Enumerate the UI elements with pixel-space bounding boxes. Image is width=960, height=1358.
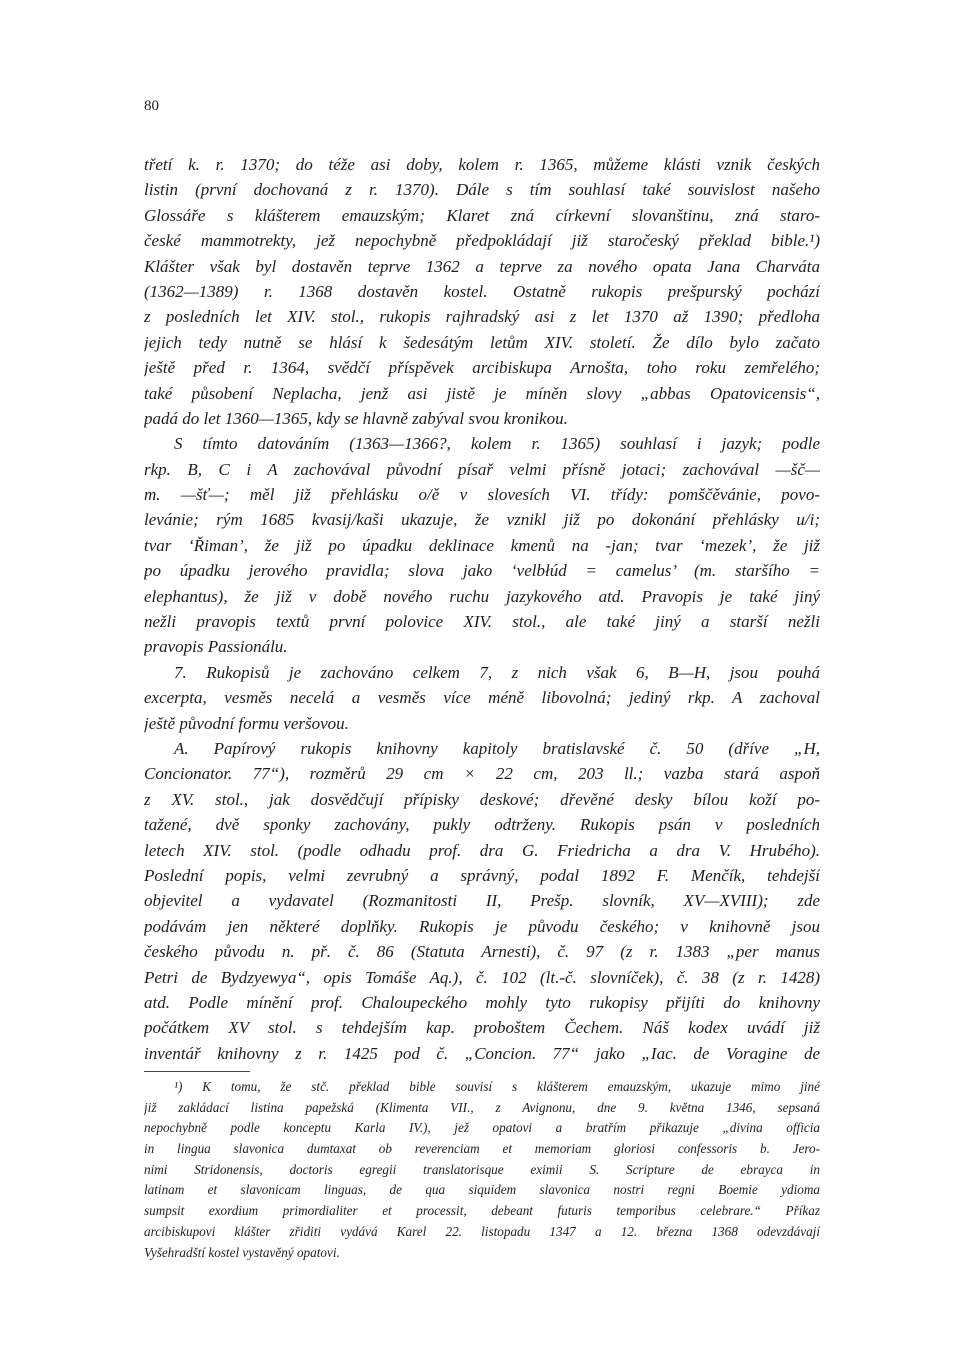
footnote-line: arcibiskupovi klášter zřiditi vydává Karel 22. listopadu 1347 a 12. března 1368 odevzdávají [144, 1223, 820, 1239]
footnote-line: již zakládací listina papežská (Klimenta VII., z Avignonu, dne 9. května 1346, sepsaná [144, 1099, 820, 1115]
text-line: m. —šť—; měl již přehlásku o/ě v slovesích VI. třídy: pomščěvánie, povo- [144, 485, 820, 505]
text-line: nežli pravopis textů první polovice XIV. stol., ale také jiný a starší nežli [144, 612, 820, 632]
text-line: levánie; rým 1685 kvasij/kaši ukazuje, že vznikl již po dokonání přehlásky u/i; [144, 510, 820, 530]
text-line: S tímto datováním (1363—1366?, kolem r. 1365) souhlasí i jazyk; podle [174, 434, 820, 454]
text-line: Poslední popis, velmi zevrubný a správný, podal 1892 F. Menčík, tehdejší [144, 865, 820, 885]
text-line: z posledních let XIV. stol., rukopis rajhradský asi z let 1370 až 1390; předloha [144, 307, 820, 327]
footnote-line: nimi Stridonensis, doctoris egregii translatorisque eximii S. Scripture de ebrayca in [144, 1161, 820, 1177]
text-line: Petri de Bydzyewya“, opis Tomáše Aq.), č. 102 (lt.-č. slovníček), č. 38 (z r. 1428) [144, 967, 820, 987]
text-line: po úpadku jerového pravidla; slova jako ‘velbłúd = camelus’ (m. staršího = [144, 561, 820, 581]
text-line: ještě původní formu veršovou. [144, 713, 349, 733]
footnote-line: ¹) K tomu, že stč. překlad bible souvisí s klášterem emauzským, ukazuje mimo jiné [174, 1079, 820, 1094]
text-line: Klášter však byl dostavěn teprve 1362 a teprve za nového opata Jana Charváta [144, 256, 820, 276]
footnote-line: in lingua slavonica dumtaxat ob reverenciam et memoriam gloriosi confessoris b. Jero- [144, 1141, 820, 1157]
footnotes [144, 1077, 820, 1263]
text-line: listin (první dochovaná z r. 1370). Dále s tím souhlasí také souvislost našeho [144, 180, 820, 200]
text-line: Concionator. 77“), rozměrů 29 cm × 22 cm, 203 ll.; vazba stará aspoň [144, 764, 820, 784]
text-line: třetí k. r. 1370; do téže asi doby, kolem r. 1365, můžeme klásti vznik českých [144, 155, 820, 174]
text-line: Glossáře s klášterem emauzským; Klaret zná církevní slovanštinu, zná staro- [144, 205, 820, 225]
text-line: také působení Neplacha, jenž asi jistě je míněn slovy „abbas Opatovicensis“, [144, 383, 820, 403]
text-line: tažené, dvě sponky zachovány, pukly odtrženy. Rukopis psán v posledních [144, 815, 820, 835]
text-line: tvar ‘Řiman’, že již po úpadku deklinace kmenů na -jan; tvar ‘mezek’, že již [144, 535, 820, 555]
text-line: české mammotrekty, jež nepochybně předpokládají již staročeský překlad bible.¹) [144, 231, 820, 251]
text-line: rkp. B, C i A zachovával původní písař velmi přísně jotaci; zachovával —šč— [144, 459, 820, 479]
main-text [144, 152, 820, 1066]
text-line: letech XIV. stol. (podle odhadu prof. dra G. Friedricha a dra V. Hrubého). [144, 840, 820, 860]
text-line: českého původu n. př. č. 86 (Statuta Arnesti), č. 97 (z r. 1383 „per manus [144, 942, 820, 962]
text-line: padá do let 1360—1365, kdy se hlavně zabýval svou kronikou. [144, 408, 568, 428]
page-number: 80 [144, 98, 159, 114]
text-line: atd. Podle mínění prof. Chaloupeckého mohly tyto rukopisy přijíti do knihovny [144, 992, 820, 1012]
text-line: inventář knihovny z r. 1425 pod č. „Concion. 77“ jako „Iac. de Voragine de [144, 1043, 820, 1063]
text-line: ještě před r. 1364, svědčí příspěvek arcibiskupa Arnošta, toho roku zemřelého; [144, 358, 820, 378]
text-line: pravopis Passionálu. [144, 637, 288, 657]
text-line: (1362—1389) r. 1368 dostavěn kostel. Ostatně rukopis prešpurský pochází [144, 281, 820, 301]
footnote-line: sumpsit exordium primordialiter et processit, debeant futuris temporibus celebrare.“ Příkaz [144, 1203, 820, 1219]
text-line: 7. Rukopisů je zachováno celkem 7, z nich však 6, B—H, jsou pouhá [174, 662, 820, 682]
footnote-line: Vyšehradští kostel vystavěný opatovi. [144, 1244, 340, 1260]
text-line: elephantus), že již v době nového ruchu jazykového atd. Pravopis je také jiný [144, 586, 820, 606]
footnote-line: nepochybně podle konceptu Karla IV.), jež opatovi a bratřím přikazuje „divina officia [144, 1120, 820, 1136]
text-line: podávám jen některé doplňky. Rukopis je původu českého; v knihovně jsou [144, 916, 820, 936]
text-line: z XV. stol., jak dosvědčují přípisky deskové; dřevěné desky bílou koží po- [144, 789, 820, 809]
text-line: excerpta, vesměs necelá a vesměs více méně libovolná; jediný rkp. A zachoval [144, 688, 820, 708]
text-line: objevitel a vydavatel (Rozmanitosti II, Prešp. slovník, XV—XVIII); zde [144, 891, 820, 911]
text-line: jejich tedy nutně se hlásí k šedesátým letům XIV. století. Že dílo bylo začato [144, 332, 820, 352]
footnote-rule [144, 1071, 250, 1072]
text-line: počátkem XV stol. s tehdejším kap. proboštem Čechem. Náš kodex uvádí již [144, 1018, 820, 1038]
footnote-line: latinam et slavonicam linguas, de qua siquidem slavonica nostri regni Boemie ydioma [144, 1182, 820, 1198]
text-line: A. Papírový rukopis knihovny kapitoly bratislavské č. 50 (dříve „H, [174, 738, 820, 758]
